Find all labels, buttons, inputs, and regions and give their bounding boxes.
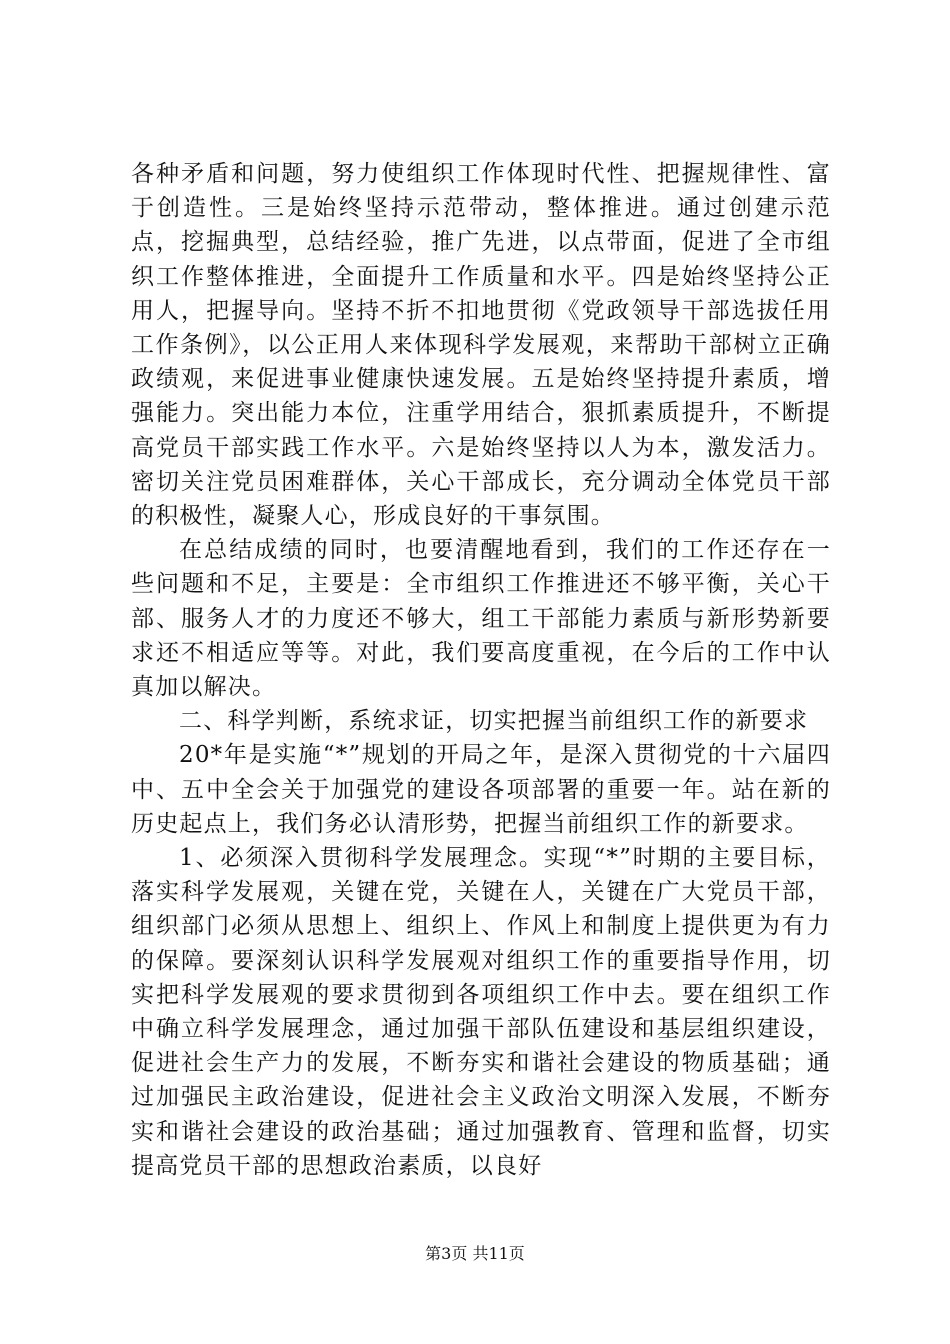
section-heading-2: 二、科学判断，系统求证，切实把握当前组织工作的新要求 <box>179 708 809 735</box>
page-footer: 第3页 共11页 <box>425 1244 525 1263</box>
paragraph-4: 20*年是实施“*”规划的开局之年，是深入贯彻党的十六届四中、五中全会关于加强党的建设各项部署的重要一年。站在新的历史起点上，我们务必认清形势，把握当前组织工作的新要求。 <box>131 742 831 837</box>
paragraph-2: 在总结成绩的同时，也要清醒地看到，我们的工作还存在一些问题和不足，主要是：全市组织工作推进还不够平衡，关心干部、服务人才的力度还不够大，组工干部能力素质与新形势新要求还不相适应等等。对此，我们要高度重视，在今后的工作中认真加以解决。 <box>131 537 831 701</box>
paragraph-5: 1、必须深入贯彻科学发展理念。实现“*”时期的主要目标，落实科学发展观，关键在党，关键在人，关键在广大党员干部，组织部门必须从思想上、组织上、作风上和制度上提供更为有力的保障。要深刻认识科学发展观对组织工作的重要指导作用，切实把科学发展观的要求贯彻到各项组织工作中去。要在组织工作中确立科学发展理念，通过加强干部队伍建设和基层组织建设，促进社会生产力的发展，不断夯实和谐社会建设的物质基础；通过加强民主政治建设，促进社会主义政治文明深入发展，不断夯实和谐社会建设的政治基础；通过加强教育、管理和监督，切实提高党员干部的思想政治素质，以良好 <box>131 845 831 1179</box>
paragraph-1: 各种矛盾和问题，努力使组织工作体现时代性、把握规律性、富于创造性。三是始终坚持示范带动，整体推进。通过创建示范点，挖掘典型，总结经验，推广先进，以点带面，促进了全市组织工作整体推进，全面提升工作质量和水平。四是始终坚持公正用人，把握导向。坚持不折不扣地贯彻《党政领导干部选拔任用工作条例》，以公正用人来体现科学发展观，来帮助干部树立正确政绩观，来促进事业健康快速发展。五是始终坚持提升素质，增强能力。突出能力本位，注重学用结合，狠抓素质提升，不断提高党员干部实践工作水平。六是始终坚持以人为本，激发活力。密切关注党员困难群体，关心干部成长，充分调动全体党员干部的积极性，凝聚人心，形成良好的干事氛围。 <box>131 161 831 530</box>
document-body <box>131 157 831 1183</box>
